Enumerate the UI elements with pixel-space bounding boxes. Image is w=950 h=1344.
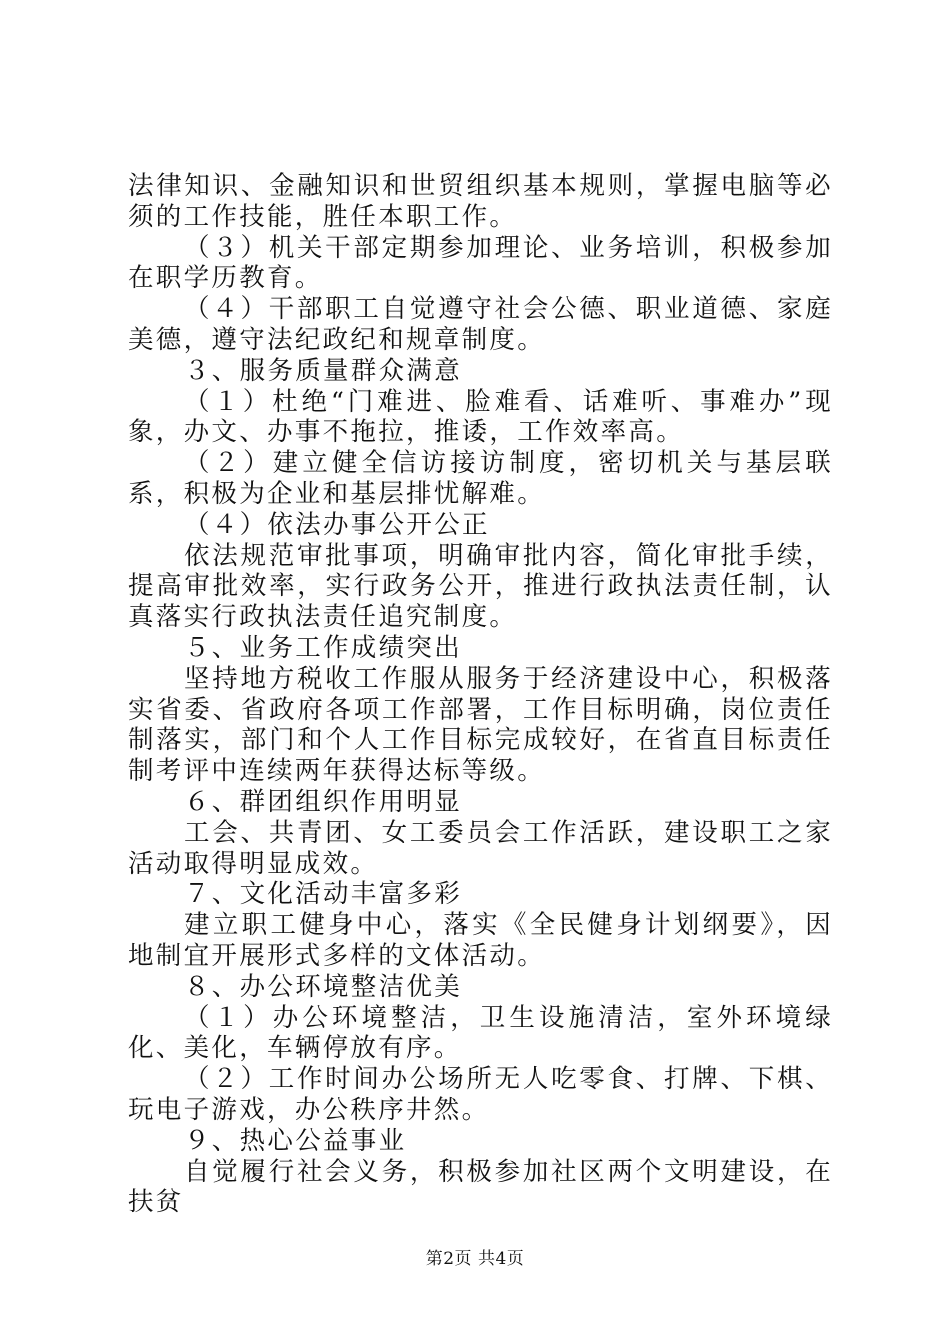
paragraph: 依法规范审批事项，明确审批内容，简化审批手续，提高审批效率，实行政务公开，推进行政执法责任制，认真落实行政执法责任追究制度。	[128, 540, 833, 633]
paragraph: 工会、共青团、女工委员会工作活跃，建设职工之家活动取得明显成效。	[128, 817, 833, 879]
section-heading: ３、服务质量群众满意	[184, 355, 463, 386]
paragraph: （１）杜绝“门难进、脸难看、话难听、事难办”现象，办文、办事不拖拉，推诿，工作效率高。	[128, 386, 833, 448]
page-footer: 第2页 共4页	[425, 1249, 525, 1269]
paragraph: 法律知识、金融知识和世贸组织基本规则，掌握电脑等必须的工作技能，胜任本职工作。	[128, 171, 833, 232]
paragraph: （２）工作时间办公场所无人吃零食、打牌、下棋、玩电子游戏，办公秩序井然。	[128, 1064, 833, 1125]
paragraph: （１）办公环境整洁，卫生设施清洁，室外环境绿化、美化，车辆停放有序。	[128, 1002, 833, 1064]
paragraph: 建立职工健身中心，落实《全民健身计划纲要》，因地制宜开展形式多样的文体活动。	[128, 910, 833, 971]
section-heading: （４）依法办事公开公正	[184, 509, 490, 540]
paragraph: （３）机关干部定期参加理论、业务培训，积极参加在职学历教育。	[128, 232, 833, 294]
paragraph: 自觉履行社会义务，积极参加社区两个文明建设，在扶贫	[128, 1156, 833, 1218]
document-body	[128, 171, 833, 1218]
paragraph: （２）建立健全信访接访制度，密切机关与基层联系，积极为企业和基层排忧解难。	[128, 448, 833, 509]
section-heading: ７、文化活动丰富多彩	[184, 879, 463, 910]
section-heading: ６、群团组织作用明显	[184, 786, 463, 817]
paragraph: 坚持地方税收工作服从服务于经济建设中心，积极落实省委、省政府各项工作部署，工作目标明确，岗位责任制落实，部门和个人工作目标完成较好，在省直目标责任制考评中连续两年获得达标等级。	[128, 663, 833, 787]
section-heading: ９、热心公益事业	[184, 1125, 407, 1156]
paragraph: （４）干部职工自觉遵守社会公德、职业道德、家庭美德，遵守法纪政纪和规章制度。	[128, 294, 833, 355]
section-heading: ８、办公环境整洁优美	[184, 971, 463, 1002]
section-heading: ５、业务工作成绩突出	[184, 632, 463, 663]
